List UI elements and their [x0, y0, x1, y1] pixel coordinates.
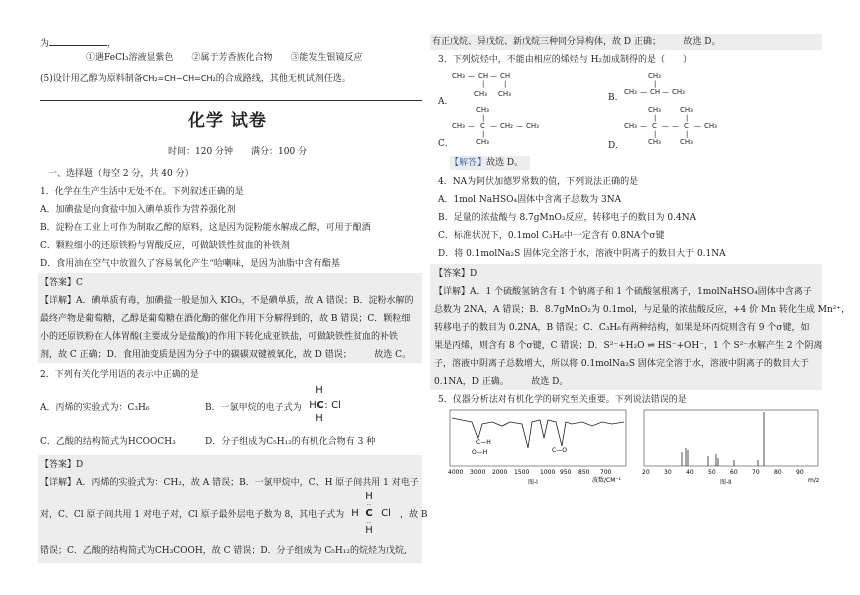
lewis-h-top: H: [315, 385, 323, 396]
q1-stem: 1．化学在生产生活中无处不在。下列叙述正确的是: [40, 187, 244, 197]
q2-detail-continued: 有正戊烷、异戊烷、新戊烷三种同分异构体，故 D 正确； 故选 D。: [430, 34, 822, 50]
time-line: 时间：120 分钟 满分：100 分: [168, 147, 308, 157]
d-ch3-bottom-1: CH₃: [648, 138, 661, 146]
ir-tick-850: 850: [578, 469, 590, 476]
options-line: ①遇FeCl₃溶液显紫色 ②属于芳香族化合物 ③能发生银镜反应: [86, 53, 363, 63]
a-ch-1: CH: [478, 72, 489, 80]
q3-label-a: A．: [438, 97, 454, 107]
q3-label-d: D．: [608, 141, 625, 151]
ms-tick-20: 20: [642, 469, 650, 476]
d-ch3-right: CH₃: [704, 122, 717, 130]
ms-tick-80: 80: [774, 469, 782, 476]
lewis-colon: :: [324, 400, 328, 411]
c-ch2: CH₂: [500, 122, 513, 130]
q4-detail-6: 0.1NA，D 正确。 故选 D。: [434, 377, 569, 387]
a-ch3-3: CH₃: [498, 90, 511, 98]
d-ch3-bottom-2: CH₃: [680, 138, 693, 146]
d-ch3-top-2: CH₃: [680, 106, 693, 114]
q4-detail-5: 子，溶液中阴离子总数增大，所以将 0.1molNa₂S 固体完全溶于水，溶液中阴离子的数目大于: [434, 359, 809, 369]
b-ch: CH: [650, 88, 661, 96]
q2-answer: 【答案】D: [40, 460, 84, 470]
q2-detail-2b: ，故 B: [400, 510, 428, 520]
ms-tick-50: 50: [708, 469, 716, 476]
b-ch3-top: CH₃: [648, 72, 661, 80]
c-ch3-top: CH₃: [476, 106, 489, 114]
ms-tick-90: 90: [796, 469, 804, 476]
q3-label-b: B．: [608, 93, 624, 103]
q2-detail-2a: 对，C、Cl 原子间共用 1 对电子对，Cl 原子最外层电子数为 8，其电子式为: [40, 510, 345, 520]
b-ch3-left: CH₃: [624, 88, 637, 96]
lewis-full-c: C: [365, 508, 373, 519]
q4-option-b: B．足量的浓盐酸与 8.7gMnO₂反应，转移电子的数目为 0.4NA: [438, 213, 697, 223]
page-title: 化学 试卷: [188, 111, 267, 131]
a-ch3-2: CH₃: [474, 90, 487, 98]
q5-text-a: (5)设计用乙醇为原料制备: [40, 74, 143, 84]
q2-answer-block: [38, 455, 428, 563]
a-ch-2: CH: [500, 72, 511, 80]
q1-option-d: D．食用油在空气中放置久了容易氧化产生“哈喇味，是因为油脂中含有酯基: [40, 259, 340, 269]
q1-detail-2: 最终产物是葡萄糖，乙醇是葡萄糖在酒化酶的催化作用下分解得到的，故 B 错误；C．颗粒细: [40, 314, 411, 324]
lewis-full-h-left: H: [351, 508, 359, 519]
q1-option-c: C．颗粒细小的还原铁粉与胃酸反应，可做缺铁性贫血的补铁剂: [40, 241, 290, 251]
ms-tick-30: 30: [664, 469, 672, 476]
q4-detail-2: 总数为 2NA，A 错误；B．8.7gMnO₂为 0.1mol，与足量的浓盐酸反应，+4 价 Mn 转化生成 Mn²⁺，: [434, 305, 851, 315]
a-ch3-1: CH₃: [452, 72, 465, 80]
q2-option-a: A．丙烯的实验式为：C₃H₆: [40, 403, 150, 413]
q1-detail-3: 小的还原铁粉在人体胃酸(主要成分是盐酸)的作用下转化成亚铁盐，可做缺铁性贫血的补铁: [40, 332, 399, 342]
ir-label-oh: O—H: [472, 449, 488, 456]
ms-tick-60: 60: [730, 469, 738, 476]
ir-axis-ticks: [448, 469, 612, 476]
lewis-h-bottom: H: [315, 413, 323, 424]
q1-answer-block: [38, 273, 422, 363]
lewis-full-h-bottom: H: [365, 525, 373, 536]
lewis-full-h-top: H: [365, 491, 373, 502]
q4-answer: 【答案】D: [434, 269, 478, 279]
q5-formula: CH₂=CH−CH=CH₂: [142, 74, 216, 83]
d-c-1: C: [652, 122, 657, 130]
ir-spectrum-figure: [432, 408, 632, 486]
mass-spectrum-figure: [636, 408, 822, 488]
ir-label-co: C—O: [552, 447, 567, 454]
ms-caption: 图-II: [720, 479, 732, 486]
lewis-c: C: [316, 400, 324, 411]
q4-option-a: A．1mol NaHSO₄固体中含离子总数为 3NA: [438, 195, 622, 205]
chloromethane-lewis-full: H ·· H C Cl ·· H: [350, 492, 400, 538]
chloromethane-lewis-small: [308, 386, 348, 424]
ir-tick-950: 950: [560, 469, 572, 476]
ms-tick-70: 70: [752, 469, 760, 476]
ms-tick-40: 40: [686, 469, 694, 476]
ir-tick-4000: 4000: [448, 469, 464, 476]
q3-answer-text: 故选 D。: [486, 158, 524, 168]
q1-option-b: B．淀粉在工业上可作为制取乙醇的原料，这是因为淀粉能水解成乙醇，可用于酿酒: [40, 223, 371, 233]
q2-option-c: C．乙酸的结构简式为HCOOCH₃: [40, 437, 176, 447]
q2-option-d: D．分子组成为C₅H₁₂的有机化合物有 3 种: [205, 437, 376, 447]
q1-option-a: A．加碘盐是向食盐中加入碘单质作为营养强化剂: [40, 205, 236, 215]
q3-answer: [450, 156, 530, 170]
q4-detail-1: 【详解】A．1 个硫酸氢钠含有 1 个钠离子和 1 个硫酸氢根离子，1molNaHSO₄固体中含离子: [434, 287, 812, 297]
lewis-full-cl: Cl: [381, 508, 391, 519]
q5-stem: 5．仪器分析法对有机化学的研究至关重要。下列说法错误的是: [438, 395, 687, 405]
fill-blank-line: 为 ，: [40, 36, 116, 50]
q3-stem: 3．下列烷烃中，不能由相应的烯烃与 H₂加成制得的是（ ）: [438, 55, 693, 65]
q2-detail-3: 错误；C．乙酸的结构简式为CH₃COOH，故 C 错误；D．分子组成为 C₅H₁₂的烷烃为戊烷,: [40, 546, 407, 556]
q3-label-c: C．: [438, 139, 454, 149]
ir-tick-3000: 3000: [470, 469, 486, 476]
b-ch3-right: CH₃: [672, 88, 685, 96]
q2-detail-1: 【详解】A．丙烯的实验式为：CH₂，故 A 错误；B．一氯甲烷中，C、H 原子间共用 1 对电子: [40, 478, 419, 488]
ir-tick-1000: 1000: [540, 469, 556, 476]
q4-detail-4: 果是丙烯，则含有 8 个σ键，C 错误；D．S²⁻+H₂O ⇌ HS⁻+OH⁻，1 个 S²⁻水解产生 2 个阴离: [434, 341, 823, 351]
c-c: C: [480, 122, 485, 130]
q3-structure-b: CH₃ | CH₃ — CH — CH₃: [624, 72, 685, 96]
q1-detail-4: 剂，故 C 正确；D．食用油变质是因为分子中的碳碳双键被氧化，故 D 错误； 故选 C。: [40, 350, 412, 360]
d-ch3-left: CH₃: [624, 122, 637, 130]
ir-tick-700: 700: [600, 469, 612, 476]
q2-option-b: B．一氯甲烷的电子式为: [205, 403, 302, 413]
fill-blank-prefix: 为: [40, 39, 50, 49]
ir-caption: 图-I: [528, 479, 538, 486]
lewis-h-left: H: [309, 400, 317, 411]
q4-stem: 4．NA为阿伏加德罗常数的值，下列说法正确的是: [438, 177, 639, 187]
q5-text-b: 的合成路线，其他无机试剂任选。: [215, 74, 351, 84]
ir-unit: 波数/CM⁻¹: [592, 477, 621, 484]
q1-answer: 【答案】C: [40, 278, 83, 288]
ir-label-ch: C—H: [476, 439, 491, 446]
q5-synthesis-line: [40, 73, 351, 85]
c-ch3-right: CH₃: [526, 122, 539, 130]
ms-unit: m/z: [808, 477, 820, 484]
q3-answer-tag: 【解答】: [450, 158, 487, 168]
answer-blank: [49, 36, 107, 46]
ms-axis-ticks: [642, 469, 804, 476]
section-heading: 一、选择题（每空 2 分，共 40 分）: [48, 169, 194, 179]
c-ch3-bottom: CH₃: [476, 138, 489, 146]
ms-peaks: [682, 412, 764, 466]
q3-structure-d: CH₃ CH₃ | | CH₃ — C — — C — CH₃ | | CH₃ CH₃: [624, 106, 717, 146]
q1-detail-1: 【详解】A．碘单质有毒，加碘盐一般是加入 KIO₃，不是碘单质，故 A 错误；B．淀粉水解的: [40, 296, 414, 306]
q4-option-d: D．将 0.1molNa₂S 固体完全溶于水，溶液中阴离子的数目大于 0.1NA: [438, 249, 726, 259]
q4-detail-3: 转移电子的数目为 0.2NA，B 错误；C．C₃H₆有两种结构，如果是环丙烷则含有 9 个σ键，如: [434, 323, 810, 333]
c-ch3-left: CH₃: [452, 122, 465, 130]
ir-tick-2000: 2000: [492, 469, 508, 476]
q4-answer-block: [430, 264, 851, 390]
q2-stem: 2．下列有关化学用语的表示中正确的是: [40, 370, 199, 380]
lewis-cl: Cl: [331, 400, 341, 411]
q4-option-c: C．标准状况下，0.1mol C₃H₆中一定含有 0.8NA个σ键: [438, 231, 665, 241]
title-divider: [40, 100, 422, 101]
ir-tick-1500: 1500: [514, 469, 530, 476]
q3-structure-a: CH₃ — CH — CH | | CH₃ CH₃: [452, 72, 511, 98]
d-c-2: C: [684, 122, 689, 130]
d-ch3-top-1: CH₃: [648, 106, 661, 114]
q3-structure-c: CH₃ | CH₃ — C — CH₂ — CH₃ | CH₃: [452, 106, 539, 146]
